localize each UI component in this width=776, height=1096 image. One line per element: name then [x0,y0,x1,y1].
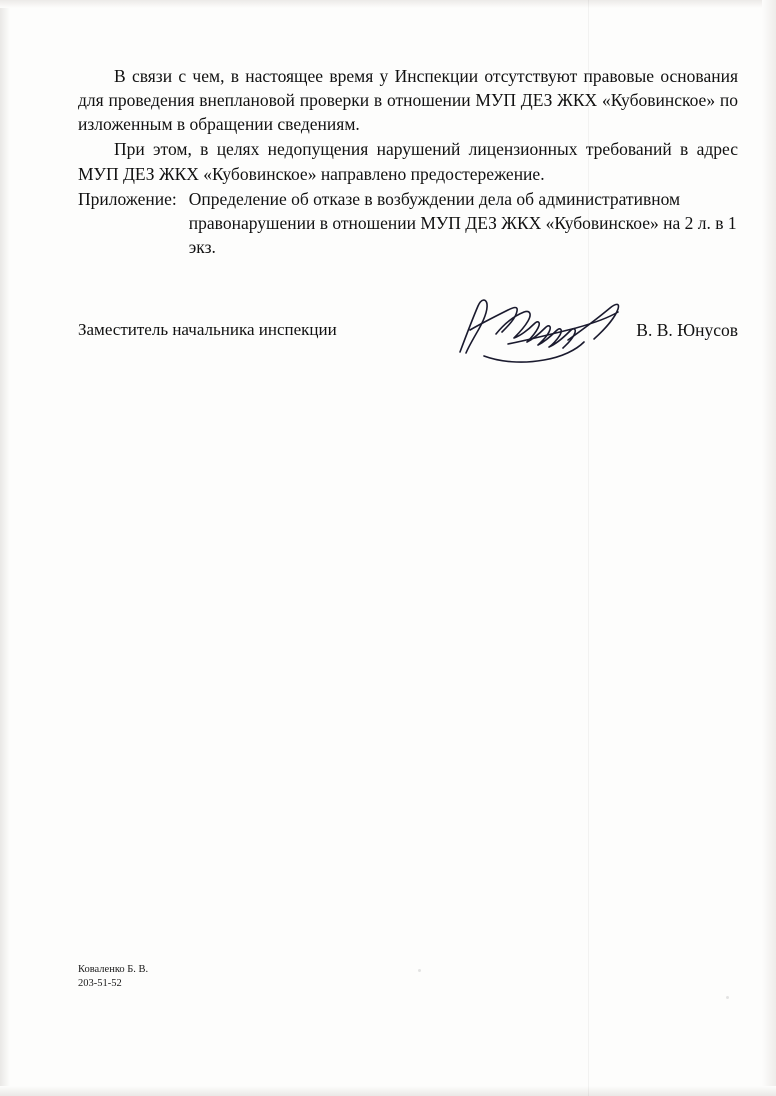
paragraph-2: При этом, в целях недопущения нарушений лицензионных требований в адрес МУП ДЕЗ ЖКХ «Кубовинское» направлено предостережение. [78,139,738,184]
scan-speck [726,996,729,999]
signatory-title: Заместитель начальника инспекции [78,320,337,339]
signature-block [78,316,738,356]
document-body [78,64,738,187]
handwritten-signature-icon [448,290,668,370]
executor-contact [78,963,148,991]
attachment-label: Приложение: [78,189,177,209]
attachment-block [78,188,738,259]
attachment-text: Определение об отказе в возбуждении дела об административном правонарушении в отношении МУП ДЕЗ ЖКХ «Кубовинское» на 2 л. в 1 экз. [188,189,737,257]
page-edge-bottom [0,1086,776,1096]
executor-name: Коваленко Б. В. [78,964,149,975]
executor-phone: 203-51-52 [78,977,122,989]
scan-speck [418,969,421,972]
page-edge-top [0,0,776,8]
signatory-name: В. В. Юнусов [636,320,738,340]
paragraph-1: В связи с чем, в настоящее время у Инспекции отсутствуют правовые основания для проведения внеплановой проверки в отношении МУП ДЕЗ ЖКХ «Кубовинское» по изложенным в обращении сведениям. [78,66,738,135]
page-edge-left [0,0,10,1096]
page-edge-right [762,0,776,1096]
